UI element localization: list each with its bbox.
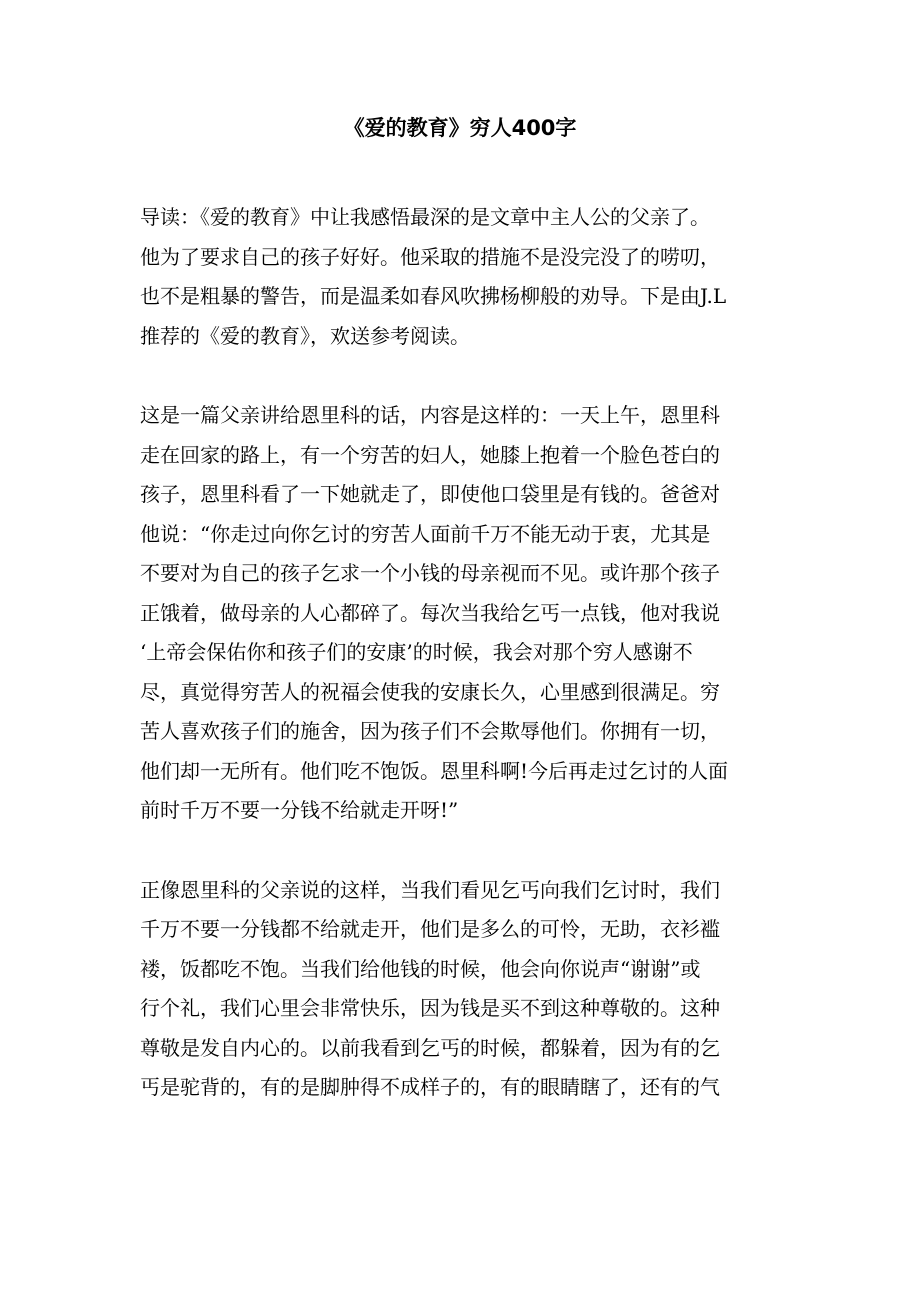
text-line: 褛，饭都吃不饱。当我们给他钱的时候，他会向你说声“谢谢”或 [140, 956, 701, 981]
text-line: 正饿着，做母亲的人心都碎了。每次当我给乞丐一点钱，他对我说 [140, 600, 720, 625]
text-line: 他为了要求自己的孩子好好。他采取的措施不是没完没了的唠叨， [140, 244, 720, 269]
text-line: 丐是驼背的，有的是脚肿得不成样子的，有的眼睛瞎了，还有的气 [140, 1075, 720, 1099]
text-line: 他说：“你走过向你乞讨的穷苦人面前千万不能无动于衷，尤其是 [140, 521, 711, 546]
text-line: 走在回家的路上，有一个穷苦的妇人，她膝上抱着一个脸色苍白的 [140, 442, 720, 467]
text-line: ‘上帝会保佑你和孩子们的安康’的时候，我会对那个穷人感谢不 [140, 640, 693, 664]
text-line: 正像恩里科的父亲说的这样，当我们看见乞丐向我们乞讨时，我们 [140, 877, 720, 902]
text-line: 导读：《爱的教育》中让我感悟最深的是文章中主人公的父亲了。 [140, 205, 710, 229]
text-line: 千万不要一分钱都不给就走开，他们是多么的可怜，无助，衣衫褴 [140, 917, 720, 941]
text-line: 尊敬是发自内心的。以前我看到乞丐的时候，都躲着，因为有的乞 [140, 1035, 720, 1060]
document-body [140, 198, 782, 1148]
text-line: 推荐的《爱的教育》，欢送参考阅读。 [140, 323, 470, 348]
text-line: 尽，真觉得穷苦人的祝福会使我的安康长久，心里感到很满足。穷 [140, 679, 720, 704]
paragraph-intro [140, 198, 782, 356]
paragraph-story [140, 396, 782, 831]
text-line: 苦人喜欢孩子们的施舍，因为孩子们不会欺辱他们。你拥有一切， [140, 719, 720, 743]
document-title: 《爱的教育》穷人400字 [343, 116, 577, 140]
text-line: 这是一篇父亲讲给恩里科的话，内容是这样的：一天上午，恩里科 [140, 403, 720, 427]
text-line: 前时千万不要一分钱不给就走开呀!” [140, 798, 459, 822]
text-line: 也不是粗暴的警告，而是温柔如春风吹拂杨柳般的劝导。下是由J.L [140, 284, 727, 308]
text-line: 不要对为自己的孩子乞求一个小钱的母亲视而不见。或许那个孩子 [140, 561, 720, 585]
paragraph-reflection [140, 871, 782, 1108]
text-line: 行个礼，我们心里会非常快乐，因为钱是买不到这种尊敬的。这种 [140, 996, 720, 1020]
text-line: 孩子，恩里科看了一下她就走了，即使他口袋里是有钱的。爸爸对 [140, 482, 720, 506]
text-line: 他们却一无所有。他们吃不饱饭。恩里科啊!今后再走过乞讨的人面 [140, 758, 729, 783]
